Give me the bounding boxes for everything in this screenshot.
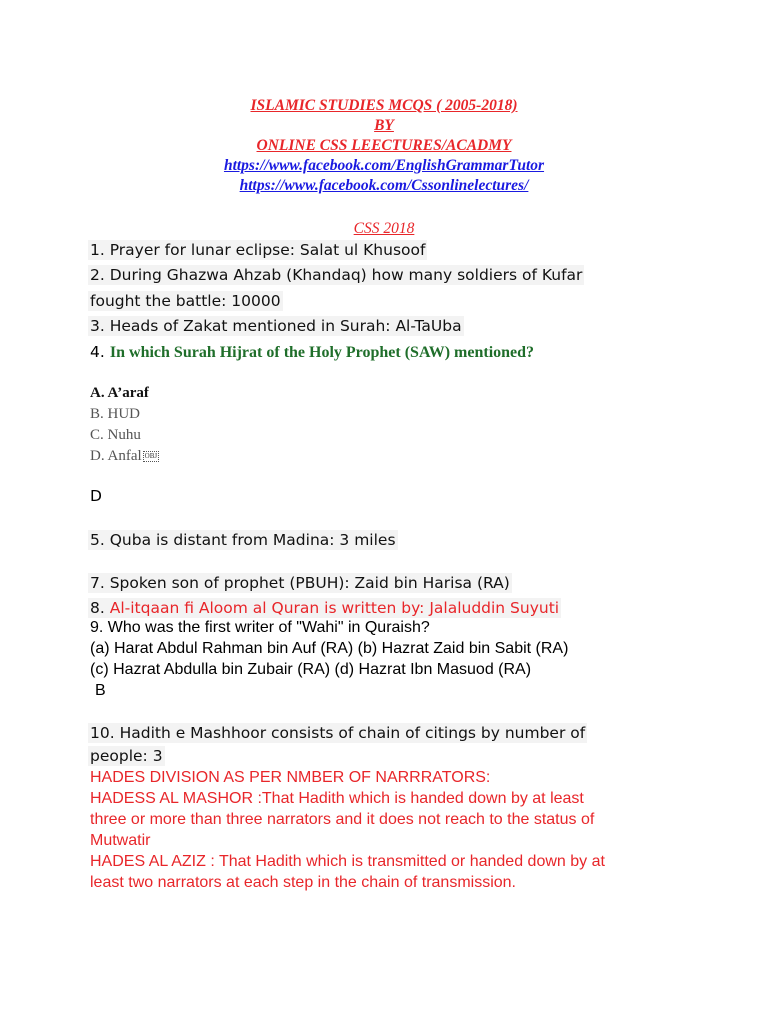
option-c: C. Nuhu [90, 427, 141, 443]
question-9-options-ab: (a) Harat Abdul Rahman bin Auf (RA) (b) Hazrat Zaid bin Sabit (RA) [90, 640, 569, 657]
header-by: BY [374, 117, 394, 134]
question-9: 9. Who was the first writer of "Wahi" in Quraish? [90, 619, 430, 636]
question-3: 3. Heads of Zakat mentioned in Surah: Al-TaUba [90, 317, 462, 335]
option-d [90, 446, 159, 467]
section-title: CSS 2018 [353, 220, 415, 237]
question-4-text: In which Surah Hijrat of the Holy Prophet (SAW) mentioned? [109, 344, 535, 361]
option-b: B. HUD [90, 406, 141, 422]
question-10-line2: people: 3 [90, 747, 163, 765]
hadith-notes [90, 767, 605, 893]
question-2-line2: fought the battle: 10000 [90, 292, 281, 310]
notes-aziz-2: least two narrators at each step in the chain of transmission. [90, 874, 516, 891]
notes-aziz-1: HADES AL AZIZ : That Hadith which is transmitted or handed down by at [90, 853, 605, 870]
facebook-link-css[interactable]: https://www.facebook.com/Cssonlinelectures/ [239, 177, 529, 194]
question-9-options-cd: (c) Hazrat Abdulla bin Zubair (RA) (d) Hazrat Ibn Masuod (RA) [90, 661, 532, 678]
question-8-number: 8. [90, 599, 105, 617]
question-8-text: Al-itqaan fi Aloom al Quran is written by: Jalaluddin Suyuti [109, 599, 560, 617]
object-replacement-marker: OBJ [144, 452, 158, 461]
question-5: 5. Quba is distant from Madina: 3 miles [90, 531, 396, 549]
question-4-answer: D [90, 487, 102, 505]
question-1: 1. Prayer for lunar eclipse: Salat ul Khusoof [90, 241, 426, 259]
facebook-link-grammar[interactable]: https://www.facebook.com/EnglishGrammarTutor [223, 157, 545, 174]
header-academy: ONLINE CSS LEECTURES/ACADMY [256, 137, 512, 154]
question-10-line1: 10. Hadith e Mashhoor consists of chain of citings by number of [90, 724, 586, 742]
notes-mashhoor-3: Mutwatir [90, 832, 151, 849]
question-4-number: 4. [90, 343, 105, 361]
document-header [0, 96, 768, 196]
notes-heading: HADES DIVISION AS PER NMBER OF NARRRATORS: [90, 769, 491, 786]
question-9-answer: B [95, 682, 106, 699]
question-2-line1: 2. During Ghazwa Ahzab (Khandaq) how many soldiers of Kufar [90, 266, 583, 284]
option-a: A. A’araf [90, 385, 149, 401]
header-title: ISLAMIC STUDIES MCQS ( 2005-2018) [250, 97, 518, 114]
question-4-options [90, 383, 159, 467]
question-7: 7. Spoken son of prophet (PBUH): Zaid bin Harisa (RA) [90, 574, 510, 592]
notes-mashhoor-2: three or more than three narrators and it does not reach to the status of [90, 811, 595, 828]
notes-mashhoor-1: HADESS AL MASHOR :That Hadith which is handed down by at least [90, 790, 584, 807]
option-d-text: D. Anfal [90, 448, 142, 464]
question-4 [90, 342, 534, 362]
question-8 [88, 598, 561, 618]
